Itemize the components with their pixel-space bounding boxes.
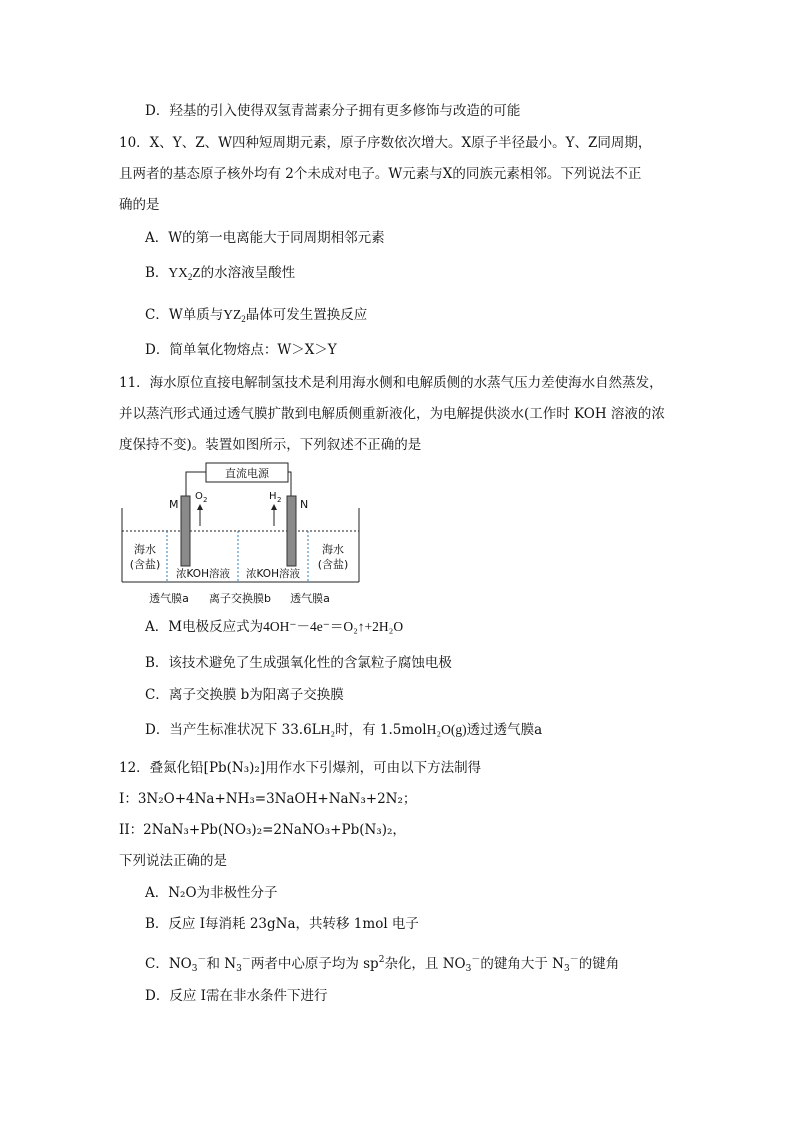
q12-equation-2: II：2NaN₃+Pb(NO₃)₂=2NaNO₃+Pb(N₃)₂， [119, 822, 406, 838]
q12-option-b: B．反应 I每消耗 23gNa，共转移 1mol 电子 [145, 916, 419, 932]
electrode-n [287, 496, 296, 566]
q11-stem-line-2: 并以蒸汽形式通过透气膜扩散到电解质侧重新液化，为电解提供淡水(工作时 KOH 溶液的浓 [119, 406, 665, 422]
q11-option-a-prefix: A．M电极反应式为 [145, 619, 264, 635]
q10-option-c [145, 305, 367, 329]
q11-option-d [145, 720, 542, 740]
q10-option-b [145, 263, 295, 287]
text-part: 和 N [206, 956, 237, 972]
subscript: 3 [465, 964, 472, 974]
q11-stem-line-3: 度保持不变)。装置如图所示，下列叙述不正确的是 [119, 437, 422, 453]
membrane-a-right-label: 透气膜a [290, 592, 330, 605]
q10-option-b-formula [168, 265, 200, 280]
q11-option-d-prefix: D．当产生标准状况下 33.6L [145, 722, 321, 738]
q10-option-b-text: 的水溶液呈酸性 [200, 265, 296, 281]
o2-arrowhead-icon [197, 504, 203, 510]
q10-option-a: A．W的第一电离能大于同周期相邻元素 [145, 230, 385, 246]
q12-prompt: 下列说法正确的是 [119, 853, 227, 869]
h2-label: H [269, 491, 277, 502]
q11-option-a [145, 617, 403, 637]
q11-option-c: C．离子交换膜 b为阳离子交换膜 [145, 687, 344, 703]
membrane-a-left-label: 透气膜a [149, 592, 189, 605]
formula-h2o: H₂O(g) [426, 722, 467, 737]
o2-subscript: 2 [203, 496, 208, 504]
formula-subscript: 2 [187, 272, 193, 282]
superscript: － [569, 955, 579, 965]
superscript: 2 [378, 955, 385, 965]
formula-part: YZ [223, 307, 242, 322]
q10-option-b-prefix: B． [145, 265, 169, 281]
q10-stem-line-1: 10．X、Y、Z、W四种短周期元素，原子序数依次增大。X原子半径最小。Y、Z同周期， [119, 135, 652, 151]
text-part: 杂化，且 NO [384, 956, 466, 972]
q12-option-d: D．反应 I需在非水条件下进行 [145, 988, 328, 1004]
power-supply-label: 直流电源 [225, 467, 269, 480]
q11-stem-line-1: 11．海水原位直接电解制氢技术是利用海水侧和电解质侧的水蒸气压力差使海水自然蒸发， [119, 375, 663, 391]
h2-arrowhead-icon [271, 504, 277, 510]
seawater-right-salt: (含盐) [317, 558, 349, 571]
o2-label: O [195, 491, 203, 502]
q11-option-d-mid: 时，有 1.5mol [335, 722, 427, 738]
superscript: － [241, 955, 251, 965]
q11-option-a-equation: 4OH⁻－4e⁻＝O₂↑+2H₂O [263, 619, 404, 634]
formula-h2: H₂ [320, 722, 336, 737]
subscript: 3 [563, 964, 570, 974]
q11-option-b: B．该技术避免了生成强氧化性的含氯粒子腐蚀电极 [145, 655, 452, 671]
superscript: － [471, 955, 481, 965]
electrolysis-cell-diagram [116, 462, 364, 608]
text-part: 的键角大于 N [480, 956, 564, 972]
koh-left-label: 浓KOH溶液 [176, 568, 230, 580]
h2-subscript: 2 [277, 496, 282, 504]
q10-option-c-formula [223, 307, 246, 322]
q10-stem-line-3: 确的是 [119, 197, 160, 213]
superscript: － [197, 955, 207, 965]
seawater-right-label: 海水 [322, 543, 344, 556]
formula-part: YX [168, 265, 188, 280]
subscript: 3 [191, 964, 198, 974]
q10-stem-line-2: 且两者的基态原子核外均有 2个未成对电子。W元素与X的同族元素相邻。下列说法不正 [119, 166, 642, 182]
q12-equation-1: I：3N₂O+4Na+NH₃=3NaOH+NaN₃+2N₂； [119, 791, 417, 807]
subscript: 3 [236, 964, 242, 974]
electrode-m [181, 496, 190, 566]
formula-subscript: 2 [241, 314, 246, 324]
q12-option-c [145, 950, 619, 979]
q12-stem: 12．叠氮化铅[Pb(N₃)₂]用作水下引爆剂，可由以下方法制得 [119, 760, 482, 776]
formula-part: Z [192, 265, 201, 280]
seawater-left-label: 海水 [134, 543, 156, 556]
text-part: 的键角 [578, 956, 620, 972]
membrane-b-label: 离子交换膜b [209, 592, 271, 605]
koh-right-label: 浓KOH溶液 [246, 568, 300, 580]
electrode-m-label: M [169, 498, 179, 511]
q11-option-d-suffix: 透过透气膜a [466, 722, 543, 738]
q9-option-d: D．羟基的引入使得双氢青蒿素分子拥有更多修饰与改造的可能 [145, 103, 521, 119]
text-part: C．NO [145, 956, 192, 972]
q10-option-c-prefix: C．W单质与 [145, 307, 224, 323]
text-part: 两者中心原子均为 sp [250, 956, 379, 972]
electrode-n-label: N [300, 498, 309, 511]
q10-option-c-text: 晶体可发生置换反应 [245, 307, 368, 323]
q10-option-d: D．简单氧化物熔点：W＞X＞Y [145, 342, 337, 358]
q12-option-a: A．N₂O为非极性分子 [145, 885, 278, 901]
seawater-left-salt: (含盐) [129, 558, 161, 571]
